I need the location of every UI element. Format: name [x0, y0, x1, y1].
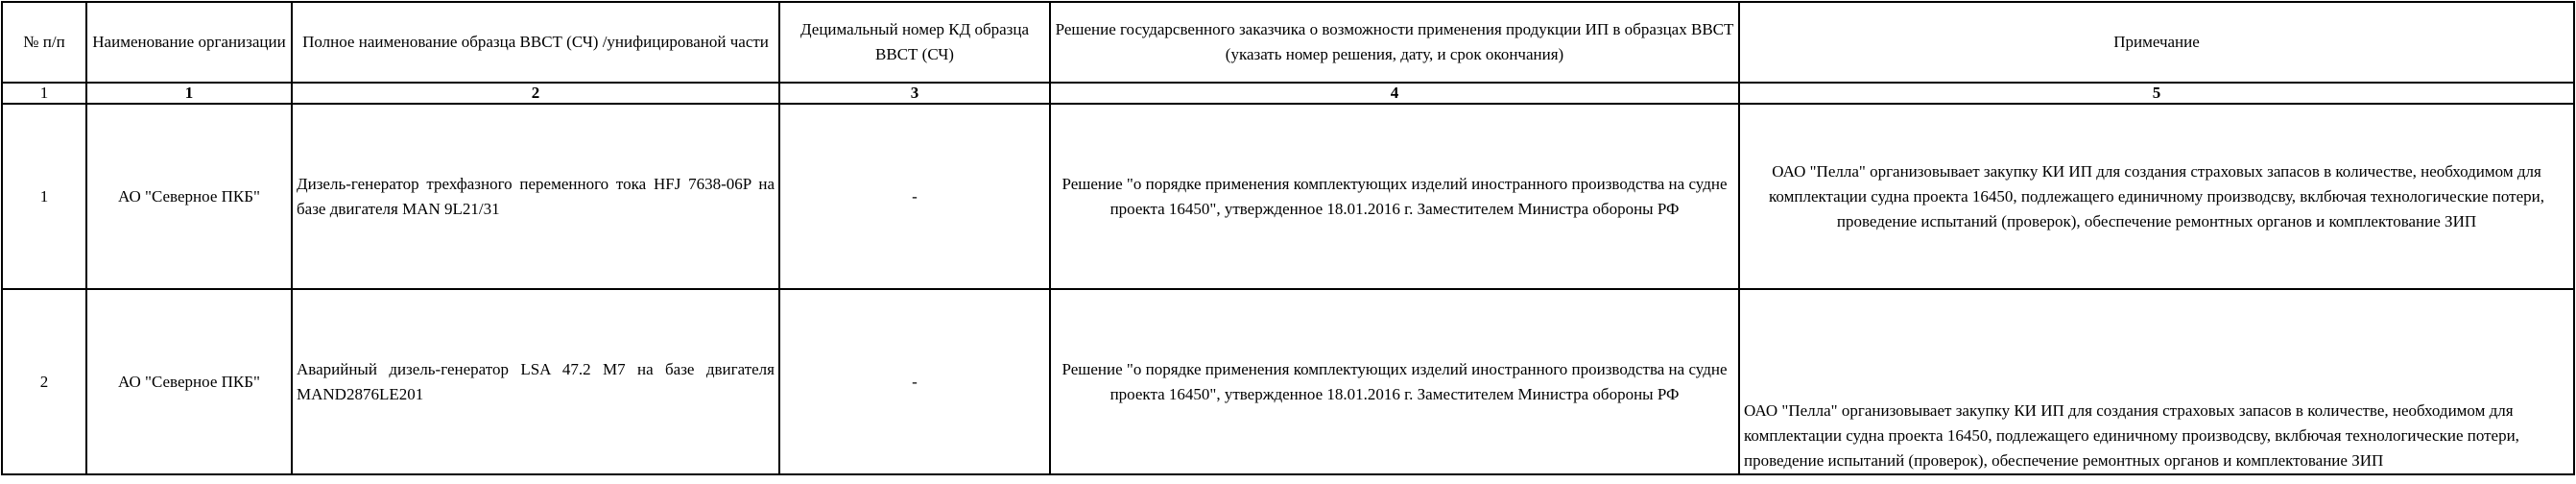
- table-row: [2, 104, 2574, 289]
- header-cell-full-name[interactable]: Полное наименование образца ВВСТ (СЧ) /унифицированой части: [292, 2, 779, 83]
- foreign-components-table: [1, 1, 2575, 475]
- column-number-cell[interactable]: 2: [292, 83, 779, 104]
- note-cell[interactable]: ОАО "Пелла" организовывает закупку КИ ИП для создания страховых запасов в количестве, необходимом для комплектации судна проекта 16450, подлежащего единичному производсву, вклбючая технологические потери, проведение испытаний (проверок), обеспечение ремонтных органов и комплектование ЗИП: [1739, 104, 2574, 289]
- decision-cell[interactable]: Решение "о порядке применения комплектующих изделий иностранного производства на судне проекта 16450", утвержденное 18.01.2016 г. Заместителем Министра обороны РФ: [1050, 104, 1739, 289]
- product-name-cell[interactable]: Дизель-генератор трехфазного переменного тока HFJ 7638-06P на базе двигателя MAN 9L21/31: [292, 104, 779, 289]
- table-row: [2, 289, 2574, 474]
- decision-cell[interactable]: Решение "о порядке применения комплектующих изделий иностранного производства на судне проекта 16450", утвержденное 18.01.2016 г. Заместителем Министра обороны РФ: [1050, 289, 1739, 474]
- header-row: [2, 2, 2574, 83]
- note-cell[interactable]: ОАО "Пелла" организовывает закупку КИ ИП для создания страховых запасов в количестве, необходимом для комплектации судна проекта 16450, подлежащего единичному производсву, вклбючая технологические потери, проведение испытаний (проверок), обеспечение ремонтных органов и комплектование ЗИП: [1739, 289, 2574, 474]
- header-cell-note[interactable]: Примечание: [1739, 2, 2574, 83]
- header-cell-organization[interactable]: Наименование организации: [86, 2, 292, 83]
- header-cell-decimal-number[interactable]: Децимальный номер КД образца ВВСТ (СЧ): [779, 2, 1050, 83]
- organization-cell[interactable]: АО "Северное ПКБ": [86, 104, 292, 289]
- column-number-cell[interactable]: 4: [1050, 83, 1739, 104]
- row-number-cell[interactable]: 2: [2, 289, 86, 474]
- decimal-number-cell[interactable]: -: [779, 104, 1050, 289]
- header-cell-decision[interactable]: Решение госудaрсвенного заказчика о возможности применения продукции ИП в образцах ВВСТ (указать номер решения, дату, и срок окончания): [1050, 2, 1739, 83]
- header-cell-number[interactable]: № п/п: [2, 2, 86, 83]
- column-number-row: [2, 83, 2574, 104]
- column-number-cell[interactable]: 5: [1739, 83, 2574, 104]
- row-number-cell[interactable]: 1: [2, 104, 86, 289]
- organization-cell[interactable]: АО "Северное ПКБ": [86, 289, 292, 474]
- column-number-cell[interactable]: 1: [86, 83, 292, 104]
- column-number-cell[interactable]: 3: [779, 83, 1050, 104]
- decimal-number-cell[interactable]: -: [779, 289, 1050, 474]
- product-name-cell[interactable]: Аварийный дизель-генератор LSA 47.2 M7 на базе двигателя MAND2876LE201: [292, 289, 779, 474]
- column-number-cell[interactable]: 1: [2, 83, 86, 104]
